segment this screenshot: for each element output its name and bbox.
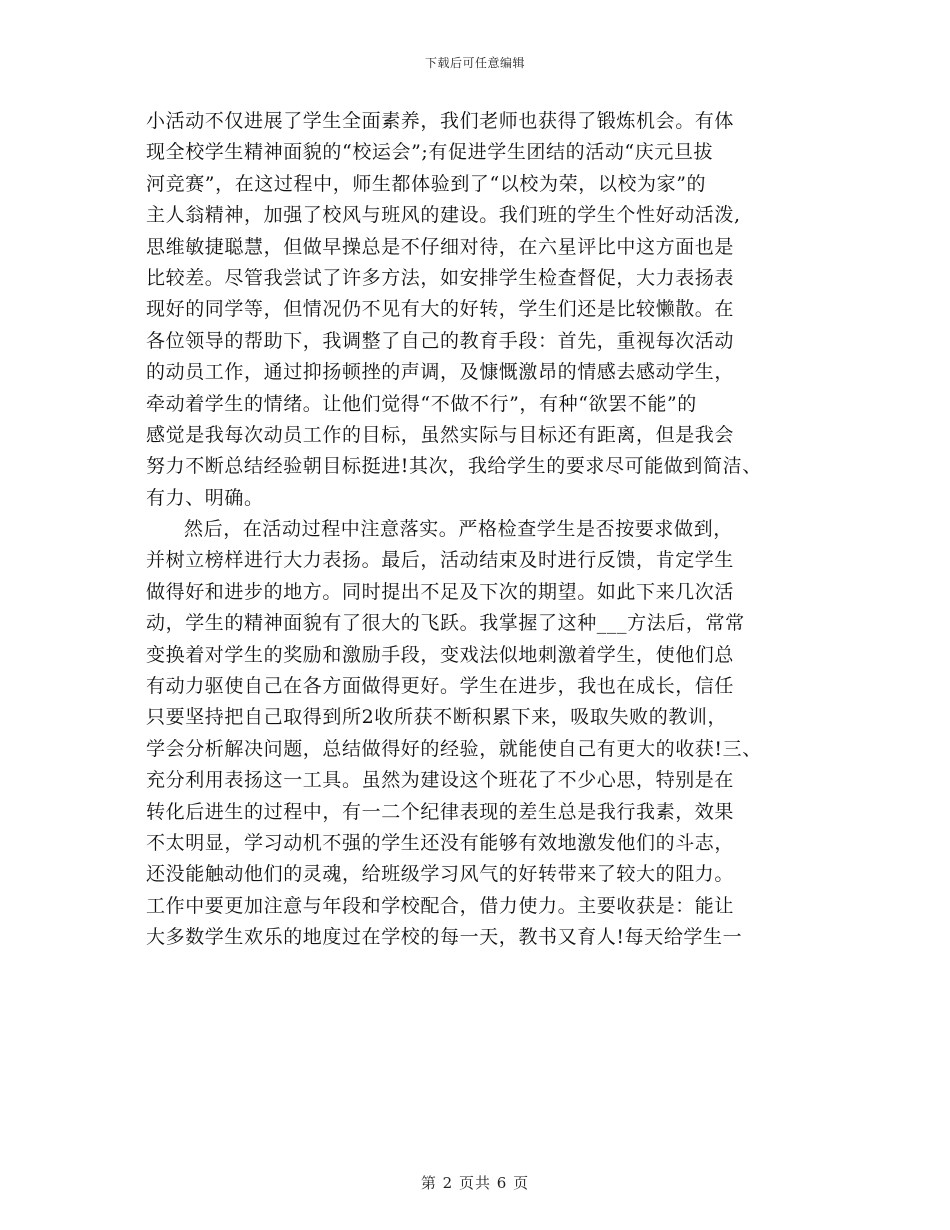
text-line: 不太明显，学习动机不强的学生还没有能够有效地激发他们的斗志， xyxy=(146,831,735,854)
text-line: 只要坚持把自己取得到所2收所获不断积累下来，吸取失败的教训， xyxy=(146,706,728,729)
text-line: 动，学生的精神面貌有了很大的飞跃。我掌握了这种___方法后，常常 xyxy=(146,612,745,635)
paragraph-start-line: 然后，在活动过程中注意落实。严格检查学生是否按要求做到， xyxy=(184,518,733,541)
text-line: 还没能触动他们的灵魂，给班级学习风气的好转带来了较大的阻力。 xyxy=(146,863,735,886)
text-line: 河竞赛”，在这过程中，师生都体验到了“以校为荣，以校为家”的 xyxy=(146,172,707,195)
text-line: 现全校学生精神面貌的“校运会”;有促进学生团结的活动“庆元旦拔 xyxy=(146,141,714,164)
text-line: 比较差。尽管我尝试了许多方法，如安排学生检查督促，大力表扬表 xyxy=(146,266,735,289)
text-line: 牵动着学生的情绪。让他们觉得“不做不行”，有种“欲罢不能”的 xyxy=(146,392,697,415)
page-header: 下载后可任意编辑 xyxy=(424,56,525,70)
text-line: 大多数学生欢乐的地度过在学校的每一天，教书又育人!每天给学生一 xyxy=(146,926,743,949)
text-line: 小活动不仅进展了学生全面素养，我们老师也获得了锻炼机会。有体 xyxy=(146,110,735,132)
text-line: 工作中要更加注意与年段和学校配合，借力使力。主要收获是：能让 xyxy=(146,894,735,917)
text-line: 各位领导的帮助下，我调整了自己的教育手段：首先，重视每次活动 xyxy=(146,329,735,352)
text-line: 有力、明确。 xyxy=(146,486,264,509)
text-line: 主人翁精神，加强了校风与班风的建设。我们班的学生个性好动活泼, xyxy=(146,204,741,227)
text-line: 现好的同学等，但情况仍不见有大的好转，学生们还是比较懒散。在 xyxy=(146,298,735,321)
text-line: 的动员工作，通过抑扬顿挫的声调，及慷慨激昂的情感去感动学生， xyxy=(146,361,735,384)
text-line: 并树立榜样进行大力表扬。最后，活动结束及时进行反馈，肯定学生 xyxy=(146,549,735,572)
text-line: 做得好和进步的地方。同时提出不足及下次的期望。如此下来几次活 xyxy=(146,580,735,603)
text-line: 努力不断总结经验朝目标挺进!其次，我给学生的要求尽可能做到简洁、 xyxy=(146,455,762,478)
page-number-footer: 第 2 页共 6 页 xyxy=(420,1174,530,1192)
text-line: 有动力驱使自己在各方面做得更好。学生在进步，我也在成长，信任 xyxy=(146,675,735,698)
text-line: 学会分析解决问题，总结做得好的经验，就能使自己有更大的收获!三、 xyxy=(146,737,762,760)
text-line: 充分利用表扬这一工具。虽然为建设这个班花了不少心思，特别是在 xyxy=(146,769,735,792)
document-body xyxy=(146,106,826,954)
text-line: 思维敏捷聪慧，但做早操总是不仔细对待，在六星评比中这方面也是 xyxy=(146,235,735,258)
text-line: 变换着对学生的奖励和激励手段，变戏法似地刺激着学生，使他们总 xyxy=(146,643,735,666)
text-line: 感觉是我每次动员工作的目标，虽然实际与目标还有距离，但是我会 xyxy=(146,423,735,446)
text-line: 转化后进生的过程中，有一二个纪律表现的差生总是我行我素，效果 xyxy=(146,800,735,823)
